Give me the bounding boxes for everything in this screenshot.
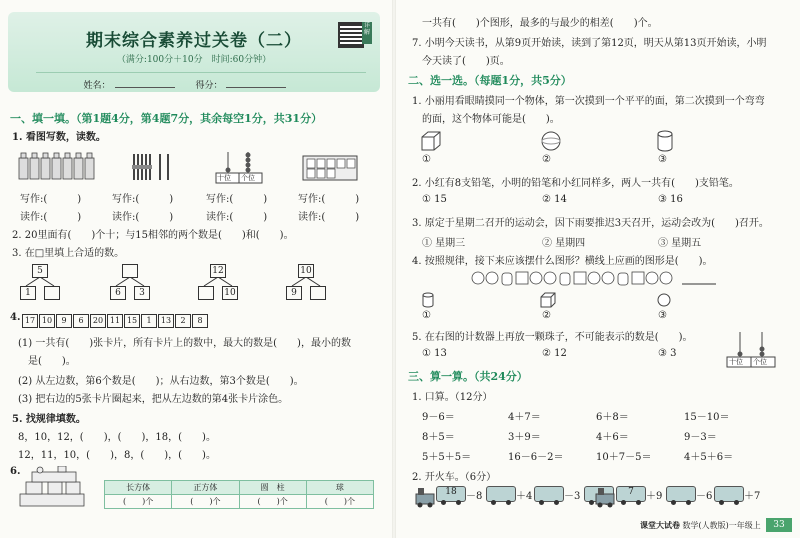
left-page [0,0,392,538]
tree-top[interactable]: 10 [298,264,314,278]
stacked-shapes-icon [18,466,88,508]
q5-stem: 5. 找规律填数。 [12,414,86,425]
tree-left[interactable] [198,286,214,300]
s3-q1-stem: 1. 口算。（12分） [412,392,493,403]
tree-left[interactable]: 1 [20,286,36,300]
q4-line-2: 是( )。 [18,356,76,367]
col-cylinder: 圆 柱 [239,481,306,495]
abacus-icon [214,150,264,184]
number-card[interactable]: 1 [141,314,157,328]
s2-q5-opt-3[interactable]: ③ 3 [658,348,677,359]
s2-q5-text: 5. 在右图的计数器上再放一颗珠子，不可能表示的数是( )。 [412,332,693,343]
number-card[interactable]: 15 [124,314,140,328]
egg-tray-icon [302,150,358,182]
number-tree-2 [110,264,150,302]
col-cuboid: 长方体 [105,481,172,495]
train-car[interactable] [534,486,564,502]
tree-top[interactable] [122,264,138,278]
section1-title: 一、填一填。（第1题4分，第4题7分，其余每空1分，共31分） [10,112,323,125]
tree-right[interactable]: 3 [134,286,150,300]
cube-option-icon [540,292,556,308]
calc-item[interactable]: 4＋7＝ [508,412,541,423]
count-cell[interactable]: ( )个 [306,495,373,509]
train-1 [414,486,584,510]
cylinder-option-icon [420,292,436,308]
shape-count-table [104,480,374,509]
counter-abacus-icon [726,330,776,368]
train-op: －8 [466,491,483,502]
number-card[interactable]: 6 [73,314,89,328]
train-car[interactable] [714,486,744,502]
calc-item[interactable]: 6＋8＝ [596,412,629,423]
calc-item[interactable]: 15－10＝ [684,412,730,423]
score-field[interactable] [226,87,286,88]
number-card[interactable]: 20 [90,314,106,328]
calc-item[interactable]: 8＋5＝ [422,432,455,443]
tree-right[interactable] [44,286,60,300]
qr-code-icon[interactable] [338,22,364,48]
q4-line-4: (3) 把右边的5张卡片圈起来，把从左边数的第4张卡片涂色。 [18,394,289,405]
s2-q2-text: 2. 小红有8支铅笔，小明的铅笔和小红同样多，两人一共有( )支铅笔。 [412,178,739,189]
q2-text: 2. 20里面有( )个十；与15相邻的两个数是( )和( )。 [12,230,294,241]
calc-item[interactable]: 4＋6＝ [596,432,629,443]
q5-line-2: 12，11，10，( )，8，( )，( )。 [18,450,216,461]
s2-q3-opt-1[interactable]: ① 星期三 [422,238,466,249]
shape-pattern-icon [470,270,720,286]
page-title: 期末综合素养过关卷（二） [86,31,302,51]
train-2 [594,486,784,510]
s2-q1-opt-3[interactable]: ③ [658,154,667,165]
tree-left[interactable]: 9 [286,286,302,300]
train-op: ＋9 [646,491,663,502]
tree-right[interactable] [310,286,326,300]
section3-title: 三、算一算。（共24分） [408,370,528,383]
q1-stem: 1. 看图写数，读数。 [12,132,106,143]
write-1[interactable]: 写作:( ) [20,194,82,205]
tree-left[interactable]: 6 [110,286,126,300]
s2-q4-opt-3[interactable]: ③ [658,310,667,321]
q4-number: 4. [10,312,21,323]
bottles-icon [18,152,98,180]
write-4[interactable]: 写作:( ) [298,194,360,205]
number-card[interactable]: 13 [158,314,174,328]
cube-icon [420,130,442,152]
number-card[interactable]: 11 [107,314,123,328]
count-cell[interactable]: ( )个 [172,495,239,509]
train-op: －6 [696,491,713,502]
train-op: ＋7 [744,491,761,502]
s2-q1-opt-2[interactable]: ② [542,154,551,165]
qr-tag: 详解 [362,22,372,44]
col-cube: 正方体 [172,481,239,495]
sphere-icon [540,130,562,152]
number-card[interactable]: 8 [192,314,208,328]
read-1[interactable]: 读作:( ) [20,212,82,223]
number-tree-4 [286,264,326,302]
abacus-label-ones: 个位 [241,174,255,182]
exam-info: （满分:100分＋10分 时间:60分钟） [116,55,272,65]
s2-q5-opt-1[interactable]: ① 13 [422,348,447,359]
tree-right[interactable]: 10 [222,286,238,300]
sticks-bundle-icon [128,152,178,182]
right-page [396,0,800,538]
cylinder-icon [656,130,674,152]
s2-q2-opt-1[interactable]: ① 15 [422,194,447,205]
number-card[interactable]: 17 [22,314,38,328]
read-3[interactable]: 读作:( ) [206,212,268,223]
read-2[interactable]: 读作:( ) [112,212,174,223]
s2-q4-opt-1[interactable]: ① [422,310,431,321]
counter-label-ones: 个位 [753,358,767,366]
count-cell[interactable]: ( )个 [239,495,306,509]
q6-continued: 一共有( )个图形，最多的与最少的相差( )个。 [422,18,658,29]
write-3[interactable]: 写作:( ) [206,194,268,205]
train-op: ＋4 [516,491,533,502]
number-cards [22,310,209,329]
train-start-value: 18 [445,487,457,497]
calc-item[interactable]: 4＋5＋6＝ [684,452,734,463]
sphere-option-icon [656,292,672,308]
train-car[interactable] [666,486,696,502]
title-banner [8,12,380,92]
calc-item[interactable]: 9－3＝ [684,432,717,443]
name-field[interactable] [115,87,175,88]
number-tree-1 [20,264,60,302]
s2-q2-opt-3[interactable]: ③ 16 [658,194,683,205]
s2-q1-line-1: 1. 小丽用看眼睛摸同一个物体，第一次摸到一个平平的面，第二次摸到一个弯弯 [412,96,765,107]
number-card[interactable]: 9 [56,314,72,328]
s2-q3-opt-3[interactable]: ③ 星期五 [658,238,702,249]
write-2[interactable]: 写作:( ) [112,194,174,205]
count-cell[interactable]: ( )个 [105,495,172,509]
name-label: 姓名： [83,81,111,91]
s3-q2-stem: 2. 开火车。（6分） [412,472,497,483]
train-car[interactable] [486,486,516,502]
abacus-label-tens: 十位 [217,174,231,182]
tree-top[interactable]: 12 [210,264,226,278]
q5-line-1: 8，10，12，( )，( )，18，( )。 [18,432,216,443]
col-sphere: 球 [306,481,373,495]
train-start-value: 7 [628,487,634,497]
s2-q1-line-2: 的面，这个物体可能是( )。 [412,114,560,125]
calc-item[interactable]: 9－6＝ [422,412,455,423]
s2-q4-text: 4. 按照规律，接下来应该摆什么图形？横线上应画的图形是( )。 [412,256,713,267]
s2-q2-opt-2[interactable]: ② 14 [542,194,567,205]
calc-item[interactable]: 3＋9＝ [508,432,541,443]
number-card[interactable]: 2 [175,314,191,328]
s2-q3-text: 3. 原定于星期二召开的运动会，因下雨要推迟3天召开，运动会改为( )召开。 [412,218,769,229]
footer-brand: 课堂大试卷 [640,520,680,530]
number-card[interactable]: 10 [39,314,55,328]
train-car [616,486,646,502]
calc-item[interactable]: 5＋5＋5＝ [422,452,472,463]
calc-item[interactable]: 10＋7－5＝ [596,452,652,463]
tree-top[interactable]: 5 [32,264,48,278]
student-fields [8,78,380,91]
calc-item[interactable]: 16－6－2＝ [508,452,564,463]
counter-label-tens: 十位 [729,358,743,366]
section2-title: 二、选一选。（每题1分，共5分） [408,74,572,87]
read-4[interactable]: 读作:( ) [298,212,360,223]
s2-q3-opt-2[interactable]: ② 星期四 [542,238,586,249]
train-op: －3 [564,491,581,502]
score-label: 得分： [195,81,223,91]
q7-line-1: 7. 小明今天读书，从第9页开始读，读到了第12页，明天从第13页开始读，小明 [412,38,767,49]
s2-q1-opt-1[interactable]: ① [422,154,431,165]
s2-q5-opt-2[interactable]: ② 12 [542,348,567,359]
train-car [436,486,466,502]
s2-q4-opt-2[interactable]: ② [542,310,551,321]
number-tree-3 [198,264,238,302]
page-number: 33 [766,518,792,532]
q4-line-1: (1) 一共有( )张卡片，所有卡片上的数中，最大的数是( )，最小的数 [18,338,351,349]
q3-stem: 3. 在□里填上合适的数。 [12,248,125,259]
q4-line-3: (2) 从左边数，第6个数是( )；从右边数，第3个数是( )。 [18,376,304,387]
footer-subject: 数学(人教版)一年级上 [682,521,761,530]
divider [36,72,366,73]
q6-number: 6. [10,466,21,477]
q7-line-2: 今天读了( )页。 [412,56,510,67]
